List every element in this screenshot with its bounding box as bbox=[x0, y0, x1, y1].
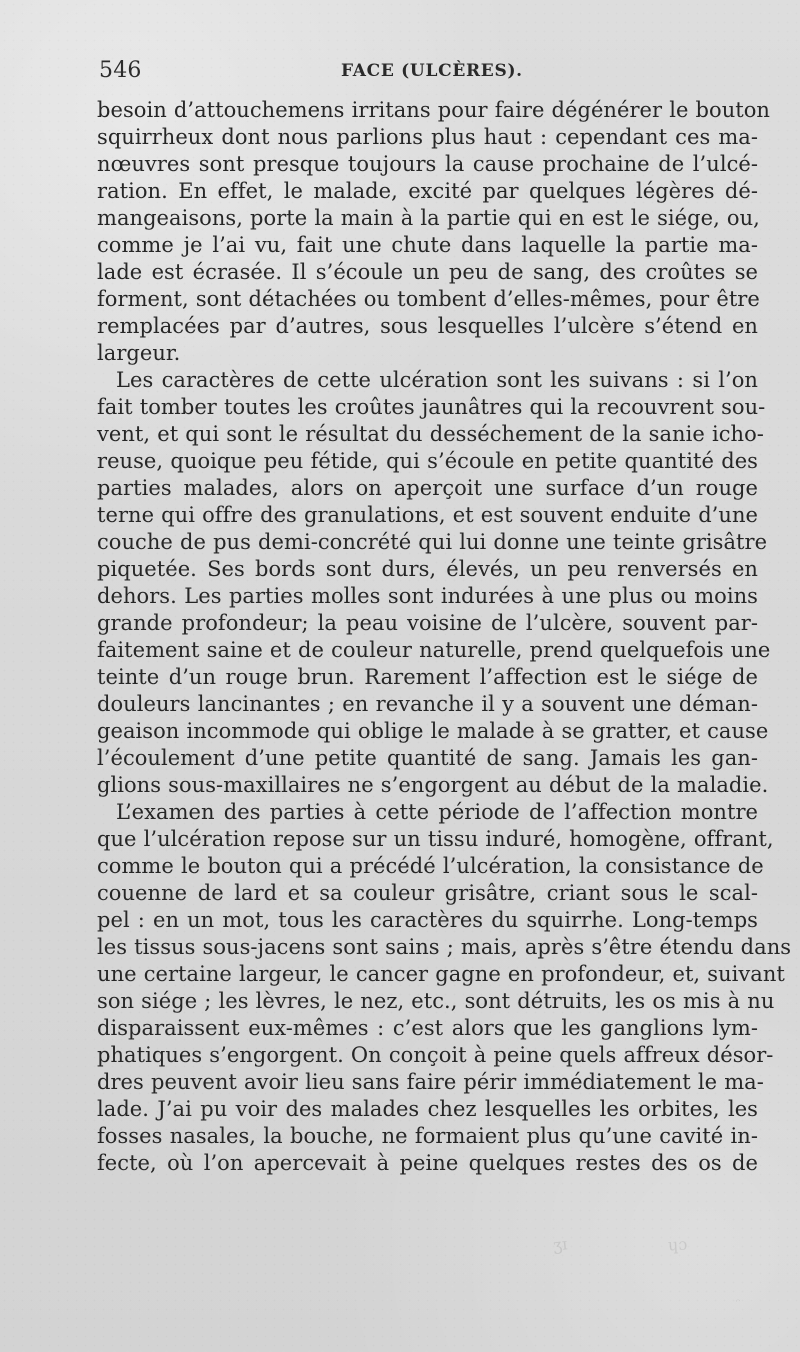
text-line: reuse, quoique peu fétide, qui s’écoule en petite quantité des bbox=[97, 449, 758, 473]
text-line: faitement saine et de couleur naturelle, prend quelquefois une bbox=[97, 638, 771, 662]
text-line: pel : en un mot, tous les caractères du squirrhe. Long-temps bbox=[97, 908, 758, 932]
text-line: dehors. Les parties molles sont indurées à une plus ou moins bbox=[97, 584, 758, 608]
text-line: comme le bouton qui a précédé l’ulcération, la consistance de bbox=[97, 854, 764, 878]
text-line: terne qui offre des granulations, et est souvent enduite d’une bbox=[97, 503, 758, 527]
text-line: vent, et qui sont le résultat du desséchement de la sanie icho- bbox=[97, 422, 764, 446]
text-line: grande profondeur; la peau voisine de l’ulcère, souvent par- bbox=[97, 611, 758, 635]
text-line: que l’ulcération repose sur un tissu induré, homogène, offrant, bbox=[97, 827, 774, 851]
text-line: comme je l’ai vu, fait une chute dans laquelle la partie ma- bbox=[97, 233, 758, 257]
text-line: remplacées par d’autres, sous lesquelles l’ulcère s’étend en bbox=[97, 314, 758, 338]
page-number: 546 bbox=[99, 58, 142, 83]
text-line: glions sous-maxillaires ne s’engorgent au début de la maladie. bbox=[97, 773, 769, 797]
text-line: disparaissent eux-mêmes : c’est alors que les ganglions lym- bbox=[97, 1016, 758, 1040]
text-line: les tissus sous-jacens sont sains ; mais, après s’être étendu dans bbox=[97, 935, 792, 959]
text-line: largeur. bbox=[97, 341, 181, 365]
text-line: mangeaisons, porte la main à la partie qui en est le siége, ou, bbox=[97, 206, 760, 230]
text-line: fecte, où l’on apercevait à peine quelques restes des os de bbox=[97, 1151, 758, 1175]
bleed-through-mark: ʒɪ bbox=[552, 1234, 569, 1255]
text-line: fosses nasales, la bouche, ne formaient plus qu’une cavité in- bbox=[97, 1124, 758, 1148]
text-line: douleurs lancinantes ; en revanche il y a souvent une déman- bbox=[97, 692, 758, 716]
text-line: phatiques s’engorgent. On conçoit à peine quels affreux désor- bbox=[97, 1043, 774, 1067]
text-line: besoin d’attouchemens irritans pour faire dégénérer le bouton bbox=[97, 98, 770, 122]
bleed-through-mark: ɥɔ bbox=[667, 1234, 688, 1255]
text-line: piquetée. Ses bords sont durs, élevés, un peu renversés en bbox=[97, 557, 758, 581]
paragraph-start-line: Les caractères de cette ulcération sont les suivans : si l’on bbox=[116, 368, 758, 392]
text-line: geaison incommode qui oblige le malade à se gratter, et cause bbox=[97, 719, 769, 743]
text-line: parties malades, alors on aperçoit une surface d’un rouge bbox=[97, 476, 758, 500]
text-line: une certaine largeur, le cancer gagne en profondeur, et, suivant bbox=[97, 962, 785, 986]
text-line: fait tomber toutes les croûtes jaunâtres qui la recouvrent sou- bbox=[97, 395, 766, 419]
bleed-through-mark: ᵔ bbox=[735, 1295, 742, 1311]
text-line: lade est écrasée. Il s’écoule un peu de sang, des croûtes se bbox=[97, 260, 758, 284]
paragraph-start-line: L’examen des parties à cette période de l’affection montre bbox=[116, 800, 758, 824]
text-line: l’écoulement d’une petite quantité de sang. Jamais les gan- bbox=[97, 746, 758, 770]
text-line: couenne de lard et sa couleur grisâtre, criant sous le scal- bbox=[97, 881, 758, 905]
text-line: forment, sont détachées ou tombent d’elles-mêmes, pour être bbox=[97, 287, 760, 311]
page-header bbox=[99, 60, 756, 94]
text-line: teinte d’un rouge brun. Rarement l’affection est le siége de bbox=[97, 665, 758, 689]
text-line: lade. J’ai pu voir des malades chez lesquelles les orbites, les bbox=[97, 1097, 758, 1121]
running-head: FACE (ULCÈRES). bbox=[341, 61, 523, 81]
text-line: dres peuvent avoir lieu sans faire périr immédiatement le ma- bbox=[97, 1070, 764, 1094]
body-text bbox=[97, 97, 792, 1177]
text-line: squirrheux dont nous parlions plus haut : cependant ces ma- bbox=[97, 125, 758, 149]
text-line: son siége ; les lèvres, le nez, etc., sont détruits, les os mis à nu bbox=[97, 989, 775, 1013]
text-line: nœuvres sont presque toujours la cause prochaine de l’ulcé- bbox=[97, 152, 758, 176]
text-line: couche de pus demi-concrété qui lui donne une teinte grisâtre bbox=[97, 530, 768, 554]
text-line: ration. En effet, le malade, excité par quelques légères dé- bbox=[97, 179, 758, 203]
